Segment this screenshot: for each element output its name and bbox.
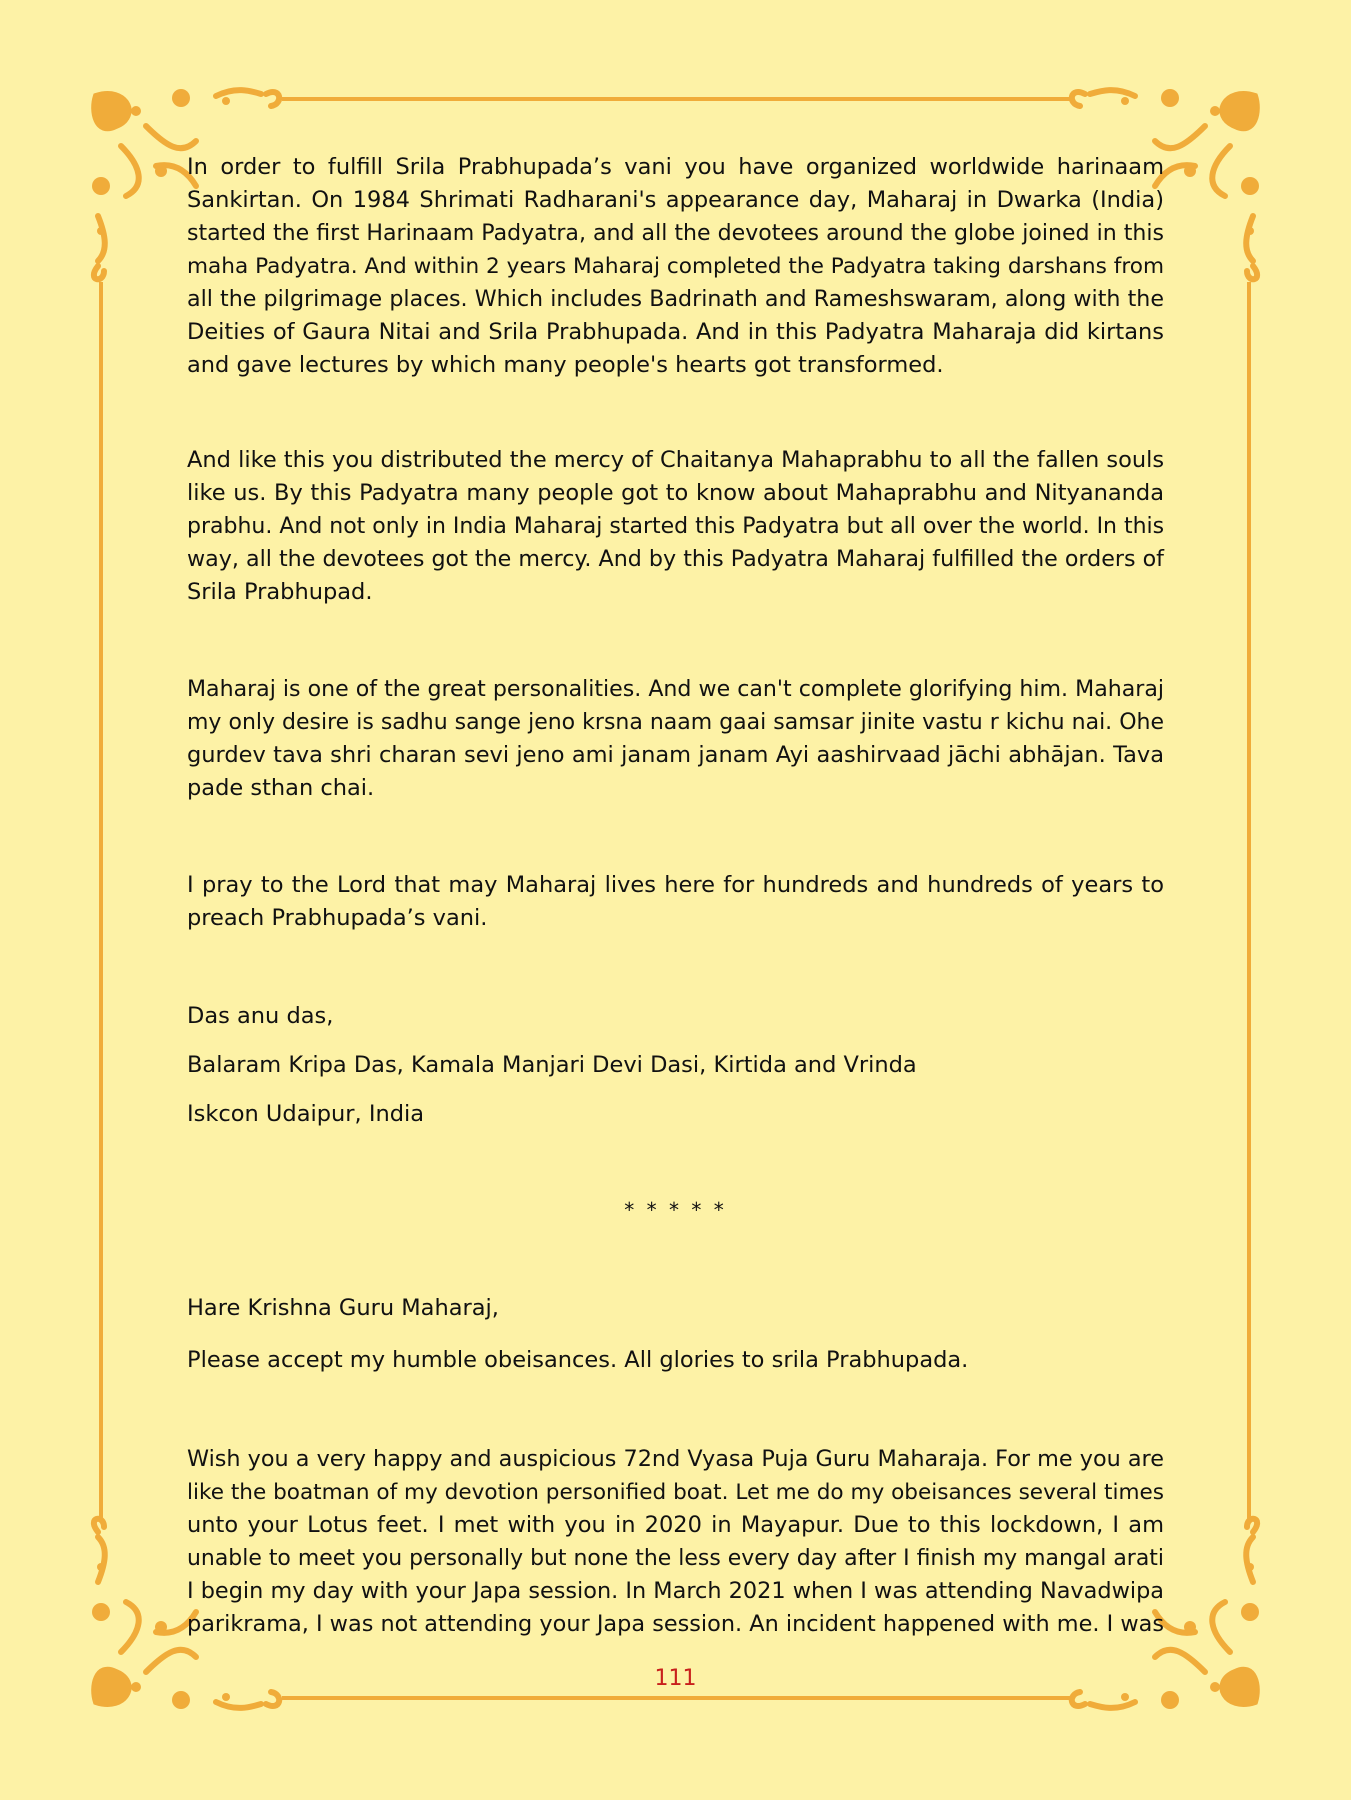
- salutation: Hare Krishna Guru Maharaj,: [187, 1295, 499, 1321]
- text-line: all the pilgrimage places. Which includes Badrinath and Rameshswaram, along with the: [187, 286, 1164, 312]
- text-line: I pray to the Lord that may Maharaj lives here for hundreds and hundreds of years to: [187, 872, 1164, 898]
- text-line: like the boatman of my devotion personified boat. Let me do my obeisances several times: [187, 1480, 1164, 1505]
- text-line: I begin my day with your Japa session. In March 2021 when I was attending Navadwipa: [187, 1578, 1164, 1604]
- text-line: Wish you a very happy and auspicious 72nd Vyasa Puja Guru Maharaja. For me you are: [187, 1446, 1164, 1472]
- text-line: And like this you distributed the mercy of Chaitanya Mahaprabhu to all the fallen souls: [187, 447, 1165, 473]
- text-line: started the first Harinaam Padyatra, and all the devotees around the globe joined in this: [187, 221, 1164, 246]
- text-line: and gave lectures by which many people's hearts got transformed.: [187, 352, 944, 378]
- letter-body: [187, 0, 1164, 1800]
- text-line: way, all the devotees got the mercy. And by this Padyatra Maharaj fulfilled the orders of: [187, 546, 1164, 572]
- text-line: maha Padyatra. And within 2 years Maharaj completed the Padyatra taking darshans from: [187, 254, 1164, 279]
- text-line: In order to fulfill Srila Prabhupada’s vani you have organized worldwide harinaam: [187, 154, 1164, 180]
- page-number: 111: [654, 1666, 697, 1691]
- text-line: gurdev tava shri charan sevi jeno ami janam janam Ayi aashirvaad jāchi abhājan. Tava: [187, 742, 1164, 768]
- text-line: Sankirtan. On 1984 Shrimati Radharani's appearance day, Maharaj in Dwarka (India): [187, 187, 1164, 213]
- text-line: Maharaj is one of the great personalities. And we can't complete glorifying him. Maharaj: [187, 676, 1164, 702]
- signature-location: Iskcon Udaipur, India: [187, 1101, 425, 1127]
- text-line: like us. By this Padyatra many people got to know about Mahaprabhu and Nityananda: [187, 480, 1164, 506]
- border-left: [99, 282, 103, 1522]
- text-line: unable to meet you personally but none the less every day after I finish my mangal arati: [187, 1546, 1164, 1571]
- text-line: parikrama, I was not attending your Japa session. An incident happened with me. I was: [187, 1611, 1164, 1637]
- greeting: Please accept my humble obeisances. All glories to srila Prabhupada.: [187, 1347, 969, 1373]
- text-line: my only desire is sadhu sange jeno krsna naam gaai samsar jinite vastu r kichu nai. Ohe: [187, 710, 1164, 735]
- text-line: pade sthan chai.: [187, 775, 375, 801]
- text-line: Srila Prabhupad.: [187, 579, 373, 605]
- text-line: prabhu. And not only in India Maharaj started this Padyatra but all over the world. In this: [187, 514, 1165, 539]
- signature-names: Balaram Kripa Das, Kamala Manjari Devi Dasi, Kirtida and Vrinda: [187, 1052, 917, 1078]
- section-separator: * * * * *: [624, 1198, 727, 1222]
- border-right: [1247, 282, 1251, 1522]
- text-line: preach Prabhupada’s vani.: [187, 905, 488, 931]
- text-line: Deities of Gaura Nitai and Srila Prabhupada. And in this Padyatra Maharaja did kirtans: [187, 319, 1164, 345]
- text-line: unto your Lotus feet. I met with you in 2020 in Mayapur. Due to this lockdown, I am: [187, 1512, 1164, 1538]
- signature-closing: Das anu das,: [187, 1003, 334, 1029]
